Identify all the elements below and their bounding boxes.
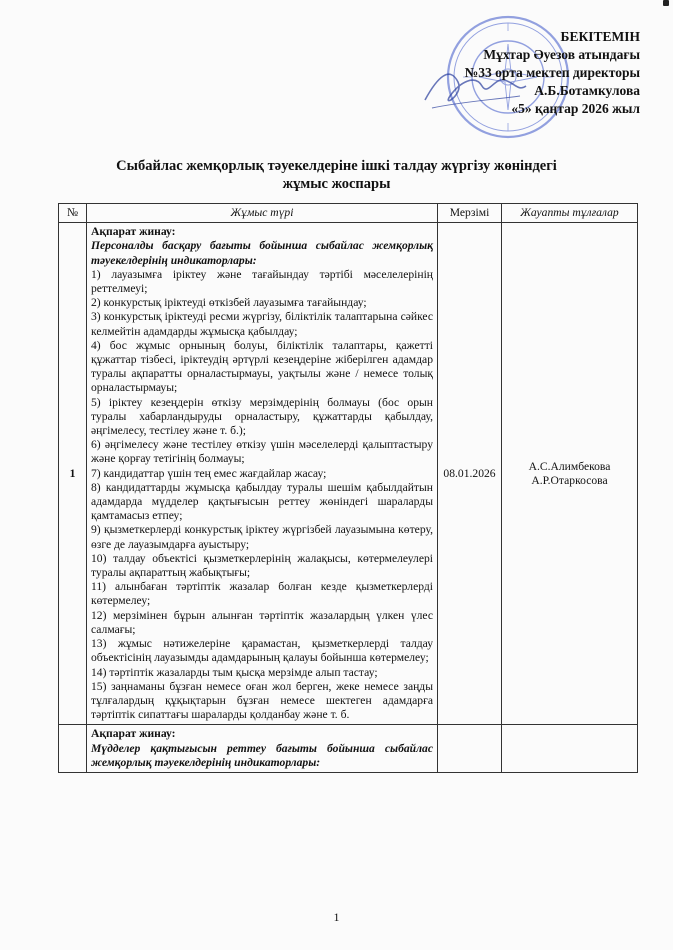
page-number: 1 (333, 910, 340, 924)
header-term: Мерзімі (438, 204, 502, 223)
document-title-line: жұмыс жоспары (282, 176, 391, 192)
row-subheading: Мүдделер қақтығысын реттеу бағыты бойынша сыбайлас жемқорлық тәуекелдерінің индикаторлары: (91, 741, 433, 769)
list-item: 9) қызметкерлерді конкурстық іріктеу жүргізбей лауазымына көтеру, өзге де лауазымдарға ауыстыру; (91, 523, 433, 551)
list-item: 11) алынбаған тәртіптік жазалар болған кезде қызметкерлерді көтермелеу; (91, 580, 433, 608)
list-item: 10) талдау объектісі қызметкерлерінің жалақысы, көтермелеулері туралы ақпараттың жабықтығы; (91, 551, 433, 580)
document-title (60, 157, 613, 193)
header-work-type: Жұмыс түрі (87, 204, 438, 223)
approval-heading: БЕКІТЕМІН (560, 29, 640, 44)
list-item: 13) жұмыс нәтижелеріне қарамастан, қызметкерлерді талдау объектісінің лауазымды адамдарының қалауы бойынша көтермелеу; (91, 637, 433, 665)
list-item: 1) лауазымға іріктеу және тағайындау тәртібі мәселелерінің реттелмеуі; (91, 267, 433, 296)
work-plan-table (58, 203, 638, 773)
list-item: 6) әңгімелесу және тестілеу өткізу үшін мәселелерді қалыптастыру және қорғау тетігінің болмауы; (91, 438, 433, 466)
work-description (87, 223, 438, 725)
row-heading: Ақпарат жинау: (91, 225, 176, 239)
table-row (59, 725, 638, 773)
list-item: 4) бос жұмыс орнының болуы, біліктілік талаптары, қажетті құжаттар тізбесі, іріктеудің әртүрлі кезеңдеріне жіберілген адамдар туралы ақпаратты орналастырмауы, уақтылы және / немесе толық орналастырмауы; (91, 338, 433, 395)
approval-director-name: А.Б.Ботамкулова (534, 83, 640, 98)
list-item: 2) конкурстық іріктеуді өткізбей лауазымға тағайындау; (91, 296, 367, 310)
row-number (59, 725, 87, 773)
row-term (438, 725, 502, 773)
corner-mark (663, 0, 669, 6)
list-item: 8) кандидаттарды жұмысқа қабылдау туралы шешім қабылдайтын адамдарда мүдделер қақтығысын реттеу жөніндегі шараларды қамтамасыз етпеу; (91, 480, 433, 523)
list-item: 5) іріктеу кезеңдерін өткізу мерзімдерінің болмауы (бос орын туралы хабарландыруды орналастыру, құжаттарды қабылдау, әңгімелесу, тестілеу және т. б.); (91, 395, 433, 438)
list-item: 7) кандидаттар үшін тең емес жағдайлар жасау; (91, 466, 327, 480)
list-item: 12) мерзімінен бұрын алынған тәртіптік жазалардың үлкен үлес салмағы; (91, 608, 433, 636)
row-responsible (502, 725, 638, 773)
header-responsible: Жауапты тұлғалар (502, 204, 638, 223)
list-item: 14) тәртіптік жазаларды тым қысқа мерзімде алып тастау; (91, 665, 378, 679)
responsible-person: А.С.Алимбекова (528, 459, 611, 473)
list-item: 15) заңнаманы бұзған немесе оған жол берген, жеке немесе заңды тұлғалардың құқықтарын бұзған немесе шектеген адамдарға тәртіптік сипаттағы шараларды қолданбау және т. б. (91, 679, 433, 722)
approval-school-name: Мұхтар Әуезов атындағы (483, 47, 640, 62)
table-row (59, 223, 638, 725)
list-item: 3) конкурстық іріктеуді ресми жүргізу, біліктілік талаптарына сәйкес келмейтін адамдарды жұмысқа қабылдау; (91, 310, 433, 338)
row-heading: Ақпарат жинау: (91, 727, 176, 741)
row-responsible (502, 223, 638, 725)
work-description (87, 725, 438, 773)
approval-position: №33 орта мектеп директоры (464, 65, 640, 80)
document-title-line: Сыбайлас жемқорлық тәуекелдеріне ішкі талдау жүргізу жөніндегі (116, 158, 557, 174)
approval-block (465, 28, 640, 118)
header-number: № (59, 204, 87, 223)
row-number: 1 (59, 223, 87, 725)
row-term: 08.01.2026 (438, 223, 502, 725)
approval-date: «5» қаңтар 2026 жыл (511, 101, 640, 116)
row-subheading: Персоналды басқару бағыты бойынша сыбайлас жемқорлық тәуекелдерінің индикаторлары: (91, 239, 433, 267)
responsible-person: А.Р.Отаркосова (531, 473, 608, 487)
table-header-row (59, 204, 638, 223)
